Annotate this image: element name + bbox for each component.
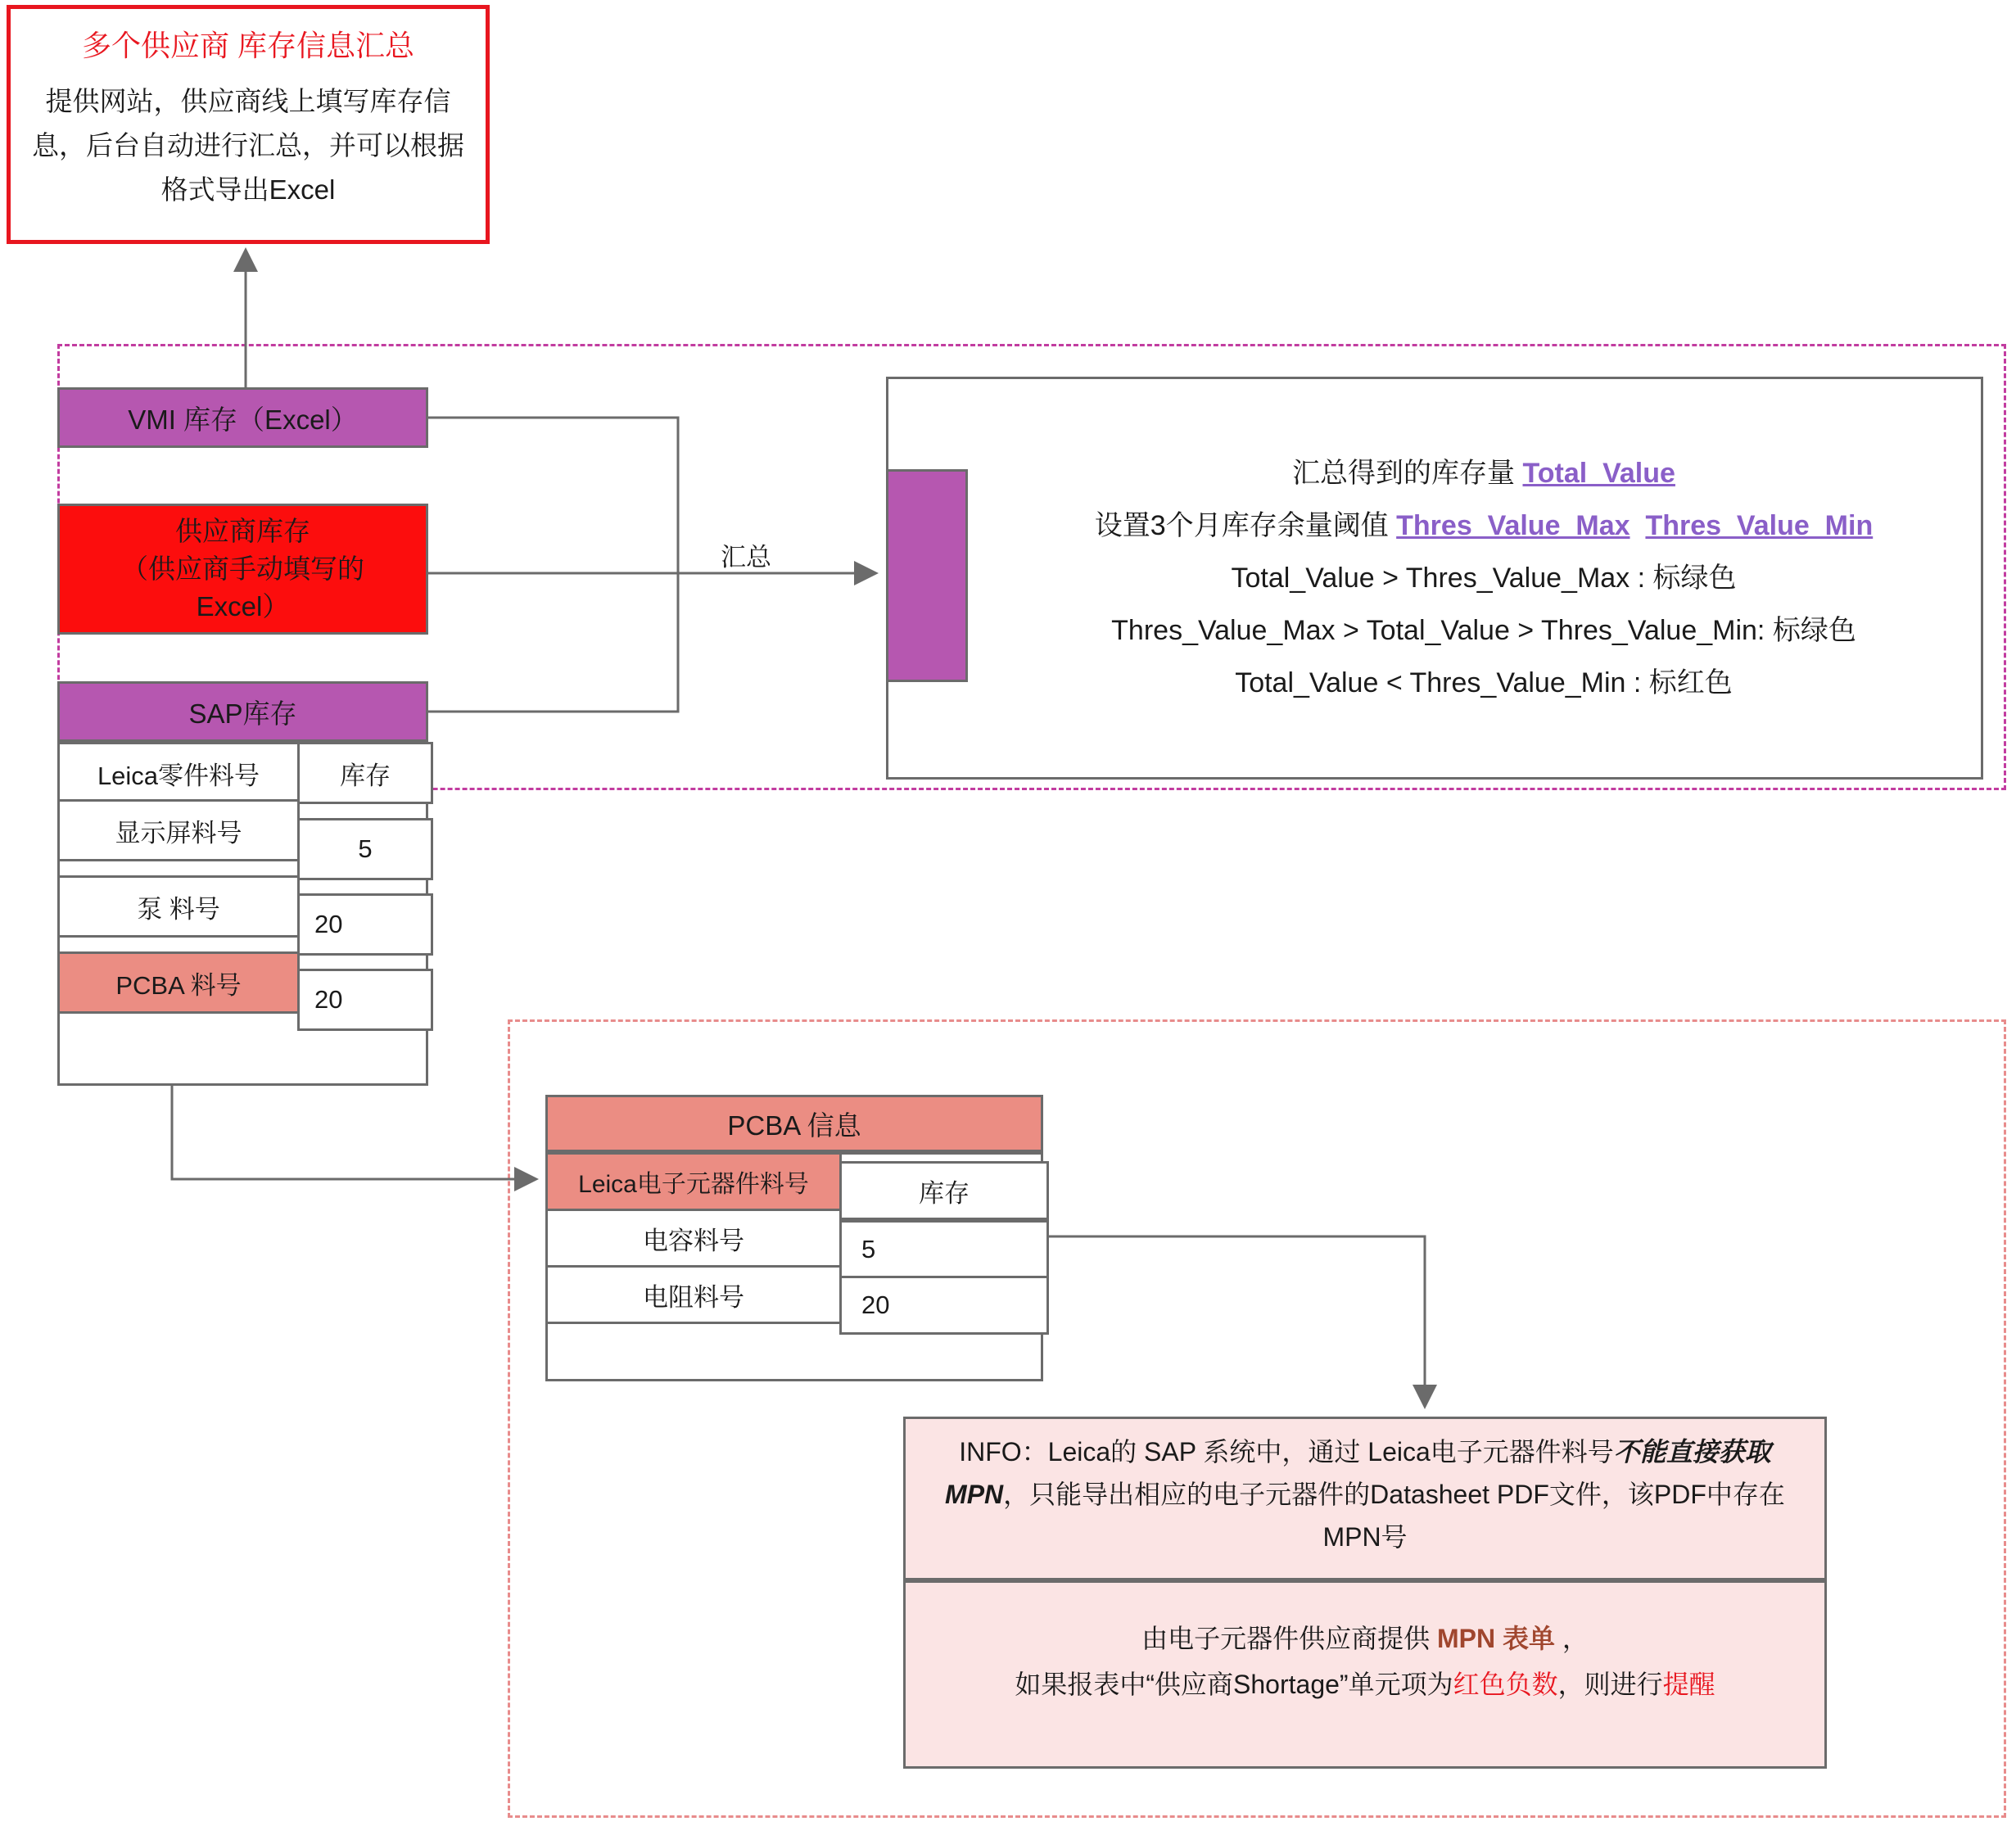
rules-line-5: Total_Value < Thres_Value_Min : 标红色 <box>1235 667 1733 698</box>
mpn-note-line2 <box>919 1661 1811 1707</box>
supplier-inventory-line1: 供应商库存 <box>175 516 310 546</box>
rules-line-2 <box>1095 499 1873 552</box>
pcba-row-stock: 20 <box>839 1276 1049 1335</box>
info-note-box <box>903 1417 1827 1580</box>
sap-inventory-box[interactable] <box>57 681 428 742</box>
total-value-var: Total_Value <box>1522 458 1675 489</box>
thres-min-var: Thres_Value_Min <box>1645 510 1874 541</box>
summary-note <box>7 5 490 244</box>
info-note-seg1: INFO：Leica的 SAP 系统中，通过 Leica电子元器件料号 <box>959 1437 1614 1467</box>
vmi-inventory-label: VMI 库存（Excel） <box>128 404 358 435</box>
sap-row-stock: 20 <box>297 893 433 956</box>
supplier-inventory-line3: Excel） <box>196 591 290 621</box>
aggregate-arrow-label: 汇总 <box>721 543 771 572</box>
rules-line-2-prefix: 设置3个月库存余量阈值 <box>1094 510 1397 541</box>
pcba-header-part: Leica电子元器件料号 <box>545 1152 842 1211</box>
pcba-row-stock: 5 <box>839 1220 1049 1279</box>
mpn-form-label: MPN 表单 <box>1436 1624 1555 1653</box>
sap-header-stock: 库存 <box>297 742 433 804</box>
sap-inventory-table <box>57 742 428 1086</box>
info-note-emphasis: 不能直接获取 MPN <box>945 1437 1771 1509</box>
supplier-inventory-box[interactable] <box>57 504 428 635</box>
summary-note-body: 提供网站，供应商线上填写库存信息，后台自动进行汇总，并可以根据格式导出Excel <box>32 86 464 205</box>
mpn-note-line1 <box>919 1616 1811 1661</box>
rules-line-4: Thres_Value_Max > Total_Value > Thres_Value_Min: 标绿色 <box>1111 615 1856 646</box>
mpn-note-box <box>903 1580 1827 1769</box>
supplier-inventory-line2: （供应商手动填写的 <box>121 554 364 584</box>
threshold-rules-box <box>886 377 1983 780</box>
sap-row-part: 泵 料号 <box>57 875 300 938</box>
vmi-inventory-box[interactable] <box>57 387 428 448</box>
thres-max-var: Thres_Value_Max <box>1396 510 1630 541</box>
pcba-info-title-label: PCBA 信息 <box>727 1110 861 1141</box>
pcba-row-part: 电阻料号 <box>545 1265 842 1324</box>
pcba-header-stock: 库存 <box>839 1161 1049 1220</box>
mpn-note-line1-b: ， <box>1555 1624 1589 1653</box>
rules-line-1 <box>1292 447 1675 499</box>
remind-label: 提醒 <box>1662 1670 1715 1699</box>
sap-row-part: 显示屏料号 <box>57 799 300 861</box>
mpn-note-line2-b: ，则进行 <box>1557 1670 1663 1699</box>
negative-red-label: 红色负数 <box>1453 1670 1558 1699</box>
sap-header-part: Leica零件料号 <box>57 742 300 804</box>
info-note-seg3: ，只能导出相应的电子元器件的Datasheet PDF文件，该PDF中存在 MPN号 <box>1003 1480 1785 1552</box>
aggregation-bar <box>886 469 968 682</box>
pcba-inventory-table <box>545 1152 1043 1381</box>
sap-row-stock: 5 <box>297 818 433 880</box>
sap-row-stock: 20 <box>297 969 433 1031</box>
rules-line-3: Total_Value > Thres_Value_Max : 标绿色 <box>1231 563 1737 594</box>
sap-inventory-label: SAP库存 <box>188 698 297 729</box>
pcba-row-part: 电容料号 <box>545 1209 842 1268</box>
mpn-note-line1-a: 由电子元器件供应商提供 <box>1141 1624 1437 1653</box>
pcba-info-title <box>545 1095 1043 1152</box>
mpn-note-line2-a: 如果报表中“供应商Shortage”单元项为 <box>1015 1670 1453 1699</box>
rules-line-1-prefix: 汇总得到的库存量 <box>1292 458 1523 489</box>
sap-row-part-pcba[interactable]: PCBA 料号 <box>57 951 300 1014</box>
summary-note-title: 多个供应商 库存信息汇总 <box>81 29 414 62</box>
